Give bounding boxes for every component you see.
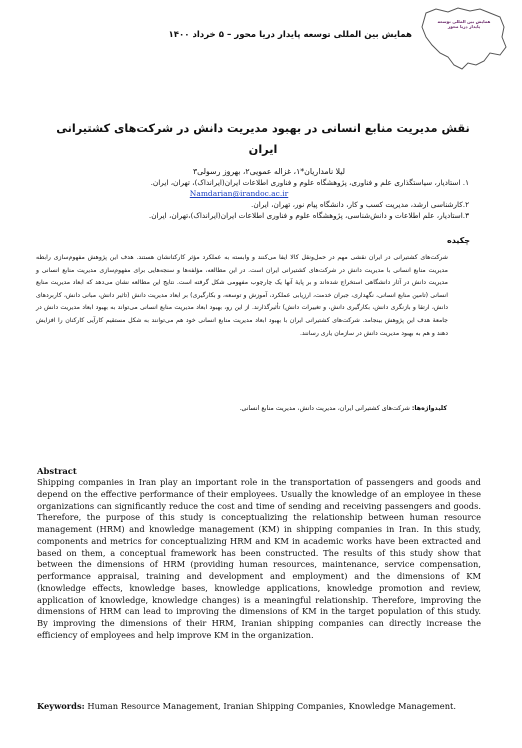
title-line-2: ایران	[248, 143, 278, 156]
affiliation-2: ۲.کارشناسی ارشد، مدیریت کسب و کار، دانشگاه پیام نور، تهران، ایران.	[251, 200, 469, 209]
keywords-fa	[87, 405, 447, 412]
authors-block	[49, 166, 469, 221]
author-names: لیلا نامداریان*۱، غزاله عمویی۲، بهروز رسولی۳	[192, 167, 346, 176]
keywords-en-label: Keywords:	[37, 701, 85, 711]
abstract-en-body: Shipping companies in Iran play an important role in the transportation of passengers and goods and depend on the effective performance of their employees. Usually the knowledge of an employee in these organizations can significantly reduce the cost and time of sending and receiving passengers and goods. Therefore, the purpose of this study is conceptualizing the relationship between human resource management (HRM) and knowledge management (KM) in shipping companies in Iran. In this study, components and metrics for conceptualizing HRM and KM in academic works have been extracted and based on them, a conceptual framework has been constructed. The results of this study show that between the dimensions of HRM (providing human resources, maintenance, service compensation, performance appraisal, training and development and employment) and the dimensions of KM (knowledge effects, knowledge bases, knowledge applications, knowledge promotion and review, application of knowledge, knowledge changes) is a meaningful relationship. Therefore, improving the dimensions of HRM can lead to improving the dimensions of KM in the target population of this study. By improving the dimensions of their HRM, Iranian shipping companies can directly increase the efficiency of employees and help improve KM in the organization.	[37, 477, 481, 640]
conference-logo	[414, 3, 514, 75]
keywords-fa-text: شرکت‌های کشتیرانی ایران، مدیریت دانش، مدیریت منابع انسانی.	[239, 405, 412, 412]
paper-title	[40, 118, 486, 160]
conference-header: همایش بین المللی توسعه پایدار دریا محور – ۵ خرداد ۱۴۰۰	[168, 30, 412, 40]
keywords-fa-label: کلیدواژه‌ها:	[411, 405, 447, 412]
iran-map-icon	[414, 3, 514, 75]
abstract-fa-body: شرکت‌های کشتیرانی در ایران نقشی مهم در حمل‌ونقل کالا ایفا می‌کنند و وابسته به عملکرد مؤثر کارکنانشان هستند. هدف این پژوهش مفهوم‌سازی رابطه مدیریت منابع انسانی با مدیریت دانش در شرکت‌های کشتیرانی ایران است. در این مطالعه، مؤلفه‌ها و سنجه‌هایی برای مفهوم‌سازی مدیریت منابع انسانی و مدیریت دانش در آثار دانشگاهی استخراج شده‌اند و بر پایهٔ آنها یک چارچوب مفهومی شکل گرفته است. نتایج این مطالعه نشان می‌دهد که ابعاد مدیریت منابع انسانی (تامین منابع انسانی، نگهداری، جبران خدمت، ارزیابی عملکرد، آموزش و توسعه، و بکارگیری) بر ابعاد مدیریت دانش (تاثیر دانش، مبانی دانش، کاربردهای دانش، ارتقا و بازنگری دانش، بکارگیری دانش، و تغییرات دانش) تأثیرگذارند. از این رو، بهبود ابعاد مدیریت منابع انسانی می‌تواند به بهبود ابعاد مدیریت دانش در جامعهٔ هدف این پژوهش بینجامد. شرکت‌های کشتیرانی ایران با بهبود ابعاد مدیریت منابع انسانی خود هم می‌توانند به شکل مستقیم کارآیی کارکنان را افزایش دهند و هم به بهبود مدیریت دانش در سازمان یاری رسانند.	[36, 254, 448, 337]
logo-text: همایش بین المللی توسعه پایدار دریا محور	[437, 19, 491, 30]
title-line-1: نقش مدیریت منابع انسانی در بهبود مدیریت دانش در شرکت‌های کشتیرانی	[56, 122, 470, 135]
abstract-en-heading: Abstract	[37, 466, 77, 476]
author-email-link[interactable]: Namdarian@irandoc.ac.ir	[189, 189, 289, 198]
affiliation-3: ۳.استادیار، علم اطلاعات و دانش‌شناسی، پژوهشگاه علوم و فناوری اطلاعات ایران(ایرانداک)،تهران، ایران.	[148, 211, 469, 220]
keywords-en-text: Human Resource Management, Iranian Shipping Companies, Knowledge Management.	[84, 701, 457, 711]
keywords-en	[37, 700, 481, 712]
abstract-fa-heading: چکیده	[446, 236, 470, 245]
affiliation-1: ۱. استادیار، سیاستگذاری علم و فناوری، پژوهشگاه علوم و فناوری اطلاعات ایران(ایرانداک)، تهران، ایران.	[150, 178, 469, 187]
